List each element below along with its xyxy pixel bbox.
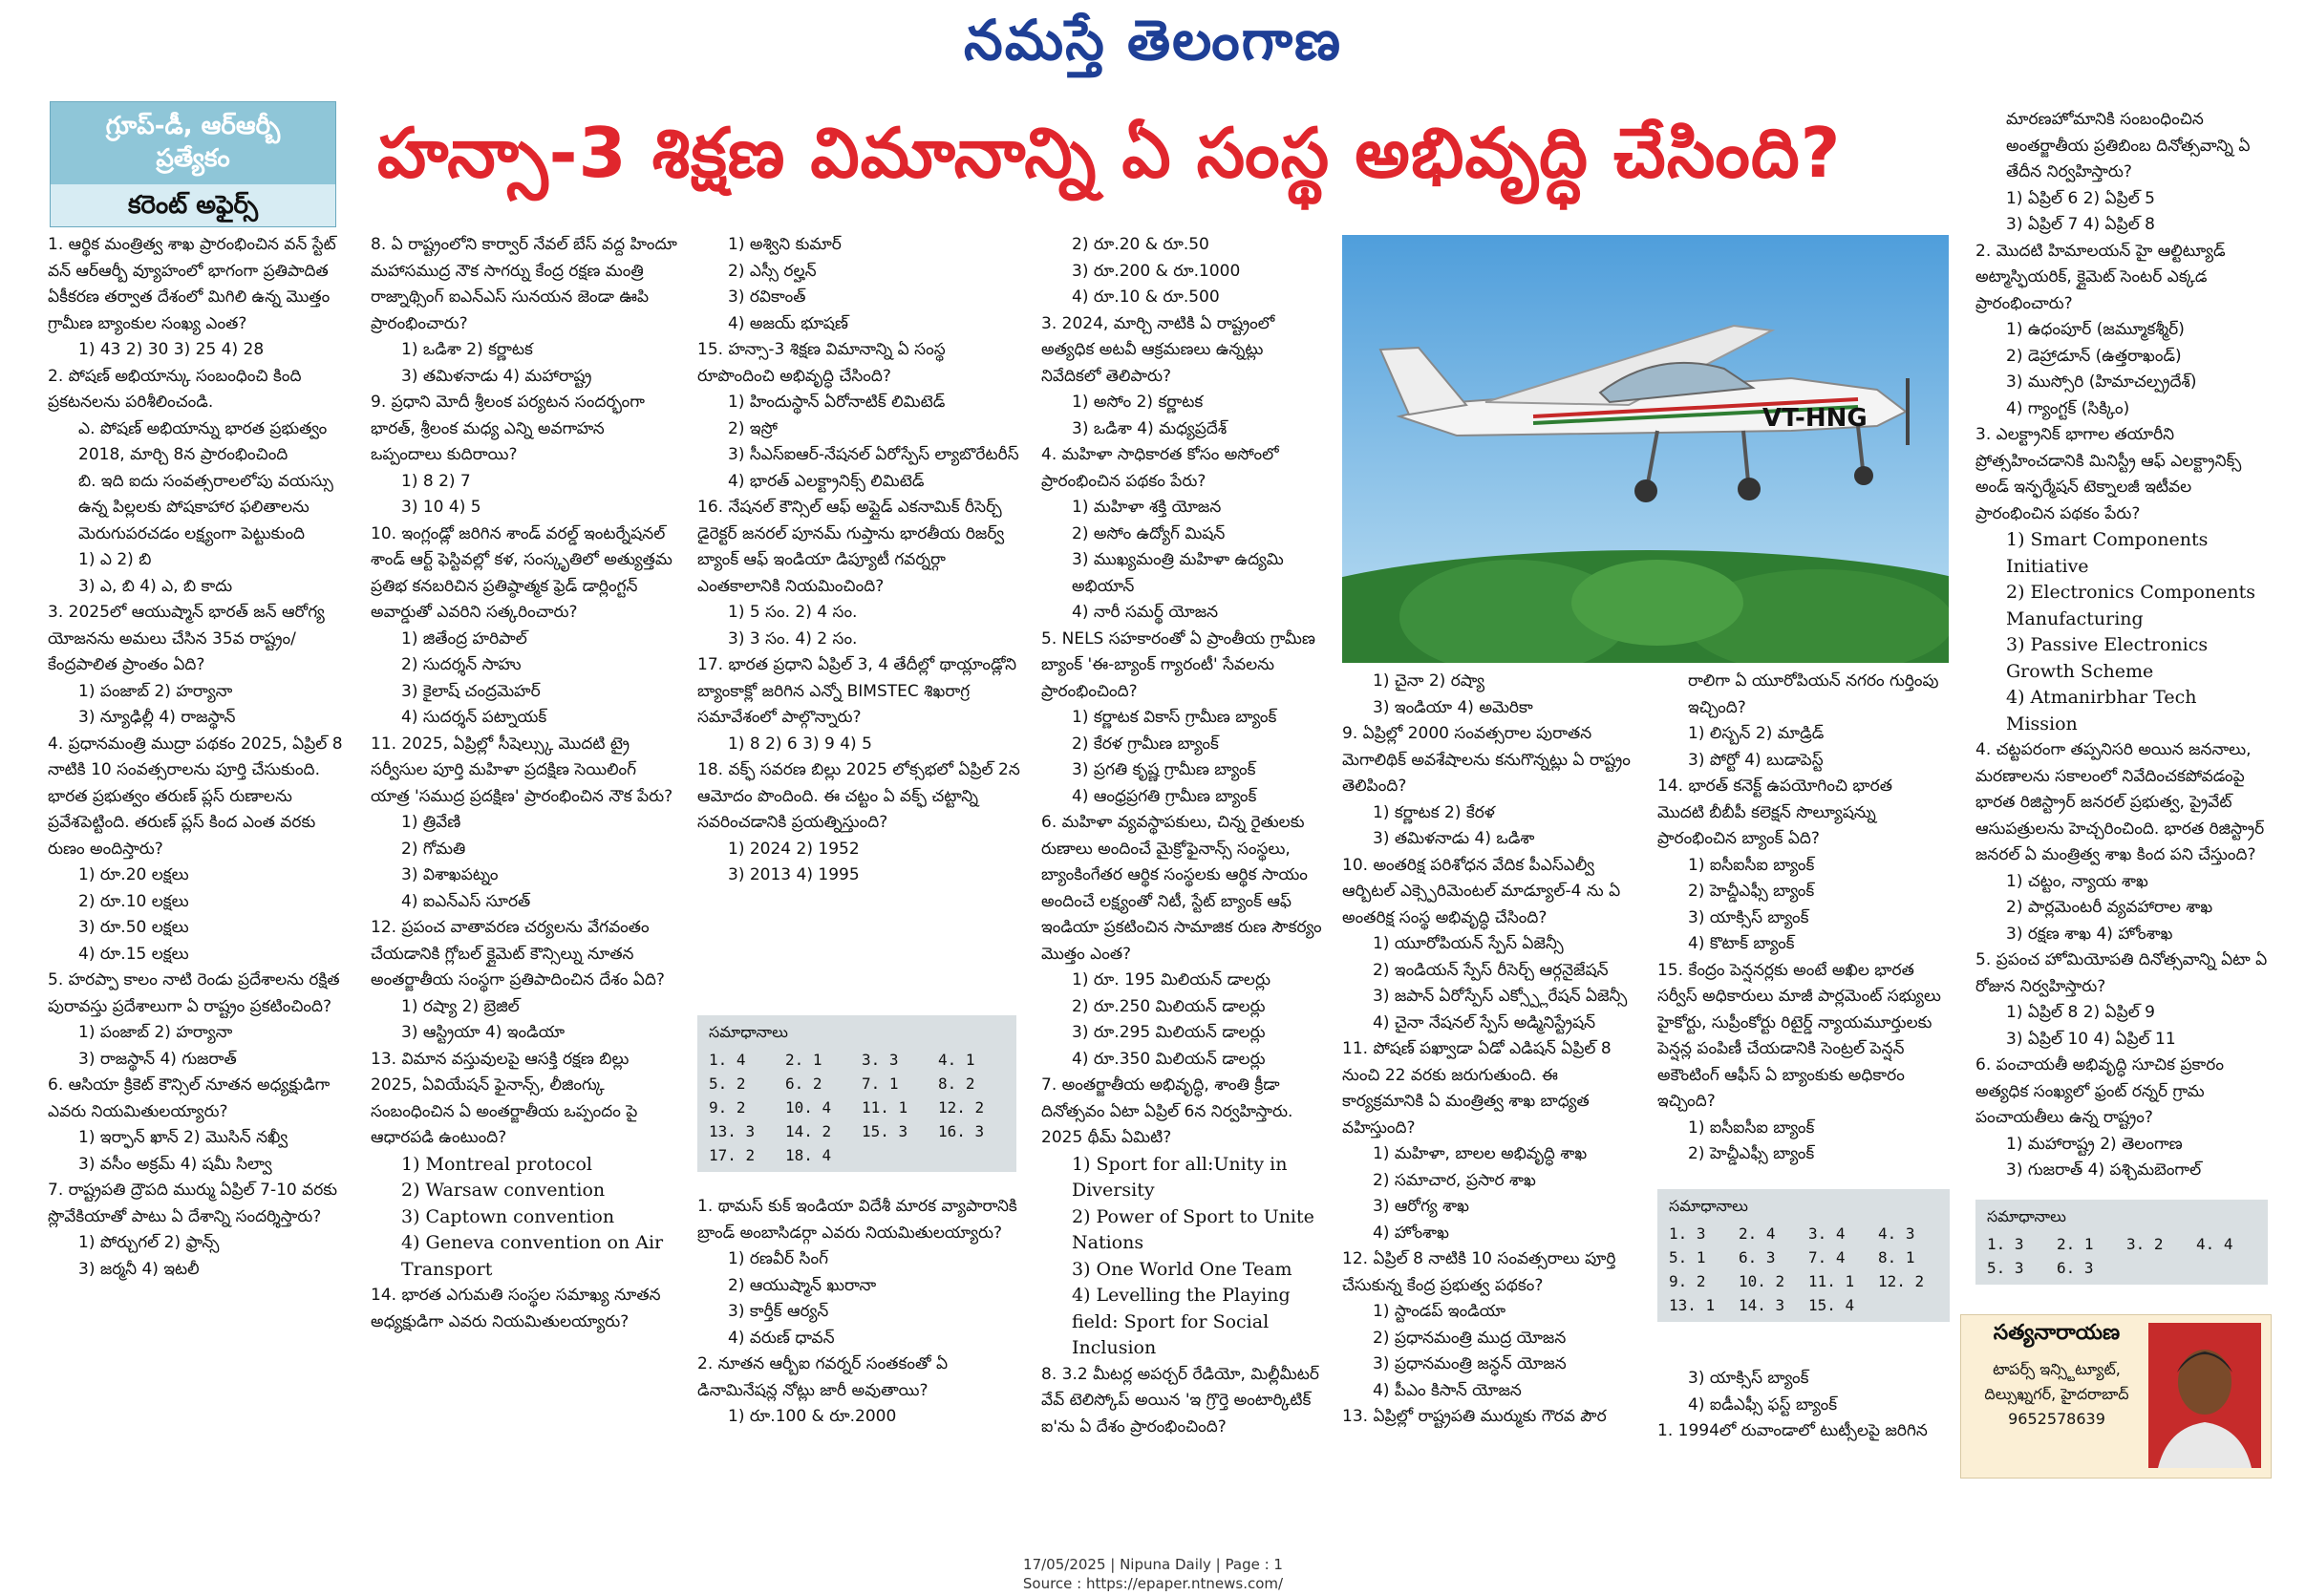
question-option: 3) ఏప్రిల్ 10 4) ఏప్రిల్ 11 <box>2006 1029 2176 1049</box>
question-block <box>1975 737 2272 947</box>
question-option: 3) రక్షణ శాఖ 4) హోంశాఖ <box>2006 924 2173 944</box>
question-text: 1. 1994లో రువాండాలో టుట్సీలపై జరిగిన <box>1657 1421 1928 1440</box>
question-option: 1) చట్టం, న్యాయ శాఖ <box>2006 871 2148 891</box>
question-block <box>48 732 344 968</box>
answer-item: 13. 1 <box>1669 1296 1716 1314</box>
answer-item: 11. 1 <box>1808 1272 1855 1290</box>
question-text: 5. ప్రపంచ హోమియోపతి దినోత్సవాన్ని ఏటా ఏ రోజున నిర్వహిస్తారు? <box>1975 950 2268 996</box>
question-text: 13. విమాన వస్తువులపై ఆసక్తి రక్షణ బిల్లు 2025, ఏవియేషన్ ఫైనాన్స్, లీజింగ్కు సంబంధించిన ఏ అంతర్జాతీయ ఒప్పందం పై ఆధారపడి ఉంటుంది? <box>371 1049 638 1147</box>
answer-item: 6. 3 <box>2057 1259 2094 1277</box>
question-option: 1) పంజాబ్ 2) హర్యానా <box>78 681 233 701</box>
question-text: 7. రాష్ట్రపతి ద్రౌపది ముర్ము ఏప్రిల్ 7-10 వరకు స్లొవేకియాతో పాటు ఏ దేశాన్ని సందర్శిస్తారు? <box>48 1181 338 1226</box>
answers-box-3 <box>1975 1200 2268 1285</box>
question-text: 6. ఆసియా క్రికెట్ కౌన్సిల్ నూతన అధ్యక్షుడిగా ఎవరు నియమితులయ్యారు? <box>48 1075 331 1121</box>
question-option: 2) డెహ్రాడూన్ (ఉత్తరాఖండ్) <box>2006 346 2182 366</box>
question-block <box>1342 1036 1638 1246</box>
question-option: 1) రూ.20 లక్షలు <box>78 865 189 884</box>
question-option: 1) లిస్బన్ 2) మాడ్రిడ్ <box>1688 724 1825 743</box>
question-text: 14. భారత ఎగుమతి సంస్థల సమాఖ్య నూతన అధ్యక్షుడిగా ఎవరు నియమితులయ్యారు? <box>371 1286 661 1331</box>
question-text: 12. ప్రపంచ వాతావరణ చర్యలను వేగవంతం చేయడానికి గ్లోబల్ క్లైమెట్ కౌన్సిల్ను నూతన అంతర్జాతీయ సంస్థగా ప్రతిపాదించిన దేశం ఏది? <box>371 918 665 990</box>
question-option: 4) అజయ్ భూషణ్ <box>728 313 848 333</box>
question-option: 2) సుదర్శన్ సాహు <box>401 655 522 674</box>
question-block <box>1342 1246 1638 1404</box>
question-option: 1) రూ.100 & రూ.2000 <box>728 1407 897 1426</box>
question-option: 4) వరుణ్ ధావన్ <box>728 1328 835 1348</box>
answer-item: 5. 2 <box>709 1075 746 1093</box>
question-option: 2) అసోం ఉద్యోగ్ మిషన్ <box>1072 523 1226 543</box>
footer-line1: 17/05/2025 | Nipuna Daily | Page : 1 <box>1023 1556 1283 1573</box>
question-text: 11. పోషణ్ పఖ్వాడా ఏడో ఎడిషన్ ఏప్రిల్ 8 నుంచి 22 వరకు జరుగుతుంది. ఈ కార్యక్రమానికి ఏ మంత్రిత్వ శాఖ బాధ్యత వహిస్తుంది? <box>1342 1039 1612 1138</box>
question-block <box>48 1073 344 1178</box>
answer-item: 18. 4 <box>785 1146 832 1164</box>
question-option: 4) Atmanirbhar Tech Mission <box>2006 687 2197 734</box>
question-block <box>48 1178 344 1283</box>
author-box <box>1960 1314 2272 1479</box>
tag-line1: గ్రూప్-డీ, ఆర్ఆర్బీ <box>105 112 281 140</box>
question-text: 5. హరప్పా కాలం నాటి రెండు ప్రదేశాలను రక్షిత పురావస్తు ప్రదేశాలుగా ఏ రాష్ట్రం ప్రకటించింది? <box>48 970 340 1016</box>
question-text: 9. ప్రధాని మోదీ శ్రీలంక పర్యటన సందర్భంగా భారత్, శ్రీలంక మధ్య ఎన్ని అవగాహన ఒప్పందాలు కుదిరాయి? <box>371 393 645 464</box>
question-option: 2) ప్రధానమంత్రి ముద్ర యోజన <box>1373 1328 1567 1348</box>
question-block <box>48 364 344 601</box>
question-option: 1) ఏప్రిల్ 8 2) ఏప్రిల్ 9 <box>2006 1003 2156 1022</box>
question-option: 4) భారత్ ఎలక్ట్రానిక్స్ లిమిటెడ్ <box>728 471 925 491</box>
question-block <box>371 1047 678 1284</box>
question-option: 3) Passive Electronics Growth Scheme <box>2006 634 2209 682</box>
question-text: 2. పోషణ్ అభియాన్కు సంబంధించి కింది ప్రకటనలను పరిశీలించండి. <box>48 366 302 412</box>
question-text: 16. నేషనల్ కౌన్సిల్ ఆఫ్ అప్లైడ్ ఎకనామిక్ రీసెర్చ్ డైరెక్టర్ జనరల్ పూనమ్ గుప్తాను భారతీయ రిజర్వ్ బ్యాంక్ ఆఫ్ ఇండియా డిప్యూటీ గవర్నర్గా ఎంతకాలానికి నియమించింది? <box>697 498 1005 596</box>
question-block <box>697 232 1022 337</box>
question-option: 3) జపాన్ ఏరోస్పేస్ ఎక్స్ప్లోరేషన్ ఏజెన్సీ <box>1373 987 1628 1006</box>
question-option: 3) జర్మనీ 4) ఇటలీ <box>78 1259 200 1279</box>
question-block <box>1975 239 2272 423</box>
question-option: 1) పోర్చుగల్ 2) ఫ్రాన్స్ <box>78 1233 220 1252</box>
question-option: 1) పంజాబ్ 2) హర్యానా <box>78 1023 233 1042</box>
question-option: ఎ. పోషణ్ అభియాన్ను భారత ప్రభుత్వం 2018, మార్చి 8న ప్రారంభించింది <box>78 418 328 464</box>
answers-box-2 <box>1657 1189 1950 1322</box>
answer-item: 16. 3 <box>938 1122 985 1140</box>
answer-item: 14. 2 <box>785 1122 832 1140</box>
answer-item: 5. 3 <box>1987 1259 2024 1277</box>
answer-item: 13. 3 <box>709 1122 756 1140</box>
question-option: 4) Geneva convention on Air Transport <box>401 1232 664 1280</box>
question-option: 3) పోర్టో 4) బుడాపెస్ట్ <box>1688 750 1824 770</box>
question-option: 1) Sport for all:Unity in Diversity <box>1072 1153 1288 1201</box>
question-option: 2) Electronics Components Manufacturing <box>2006 582 2255 629</box>
question-text: 6. మహిళా వ్యవస్థాపకులు, చిన్న రైతులకు రుణాలు అందించే మైక్రోఫైనాన్స్ సంస్థలు, బ్యాంకింగేతర ఆర్థిక సంస్థలకు ఆర్థిక సాయం అందించే లక్ష్యంతో నిటీ, స్టేట్ బ్యాంక్ ఆఫ్ ఇండియా ప్రకటించిన సామాజిక రుణ సౌకర్యం మొత్తం ఎంత? <box>1041 813 1322 964</box>
question-text: 9. ఏప్రిల్లో 2000 సంవత్సరాల పురాతన మెగాలిథిక్ అవశేషాలను కనుగొన్నట్లు ఏ రాష్ట్రం తెలిపింది? <box>1342 724 1631 796</box>
question-block <box>371 390 678 521</box>
question-option: 1) 43 2) 30 3) 25 4) 28 <box>78 340 265 359</box>
column-5 <box>1342 669 1638 1431</box>
aircraft-registration: VT-HNG <box>1762 404 1868 433</box>
question-option: 1) ఒడిశా 2) కర్ణాటక <box>401 340 533 359</box>
column-6 <box>1657 669 1944 1168</box>
question-option: 4) ఆంధ్రప్రగతి గ్రామీణ బ్యాంక్ <box>1072 786 1257 806</box>
question-option: 3) విశాఖపట్నం <box>401 865 499 884</box>
question-text: 3. ఎలక్ట్రానిక్ భాగాల తయారీని ప్రోత్సహించడానికి మినిస్ట్రీ ఆఫ్ ఎలక్ట్రానిక్స్ అండ్ ఇన్ఫర్మేషన్ టెక్నాలజీ ఇటీవల ప్రారంభించిన పథకం పేరు? <box>1975 425 2242 523</box>
question-text: 18. వక్ఫ్ సవరణ బిల్లు 2025 లోక్సభలో ఏప్రిల్ 2న ఆమోదం పొందింది. ఈ చట్టం ఏ వక్ఫ్ చట్టాన్ని సవరించడానికి ప్రయత్నిస్తుంది? <box>697 760 1020 832</box>
question-option: 3) కార్తీక్ ఆర్యన్ <box>728 1302 829 1321</box>
author-phone: 9652578639 <box>2008 1410 2105 1428</box>
question-option: 2) సమాచార, ప్రసార శాఖ <box>1373 1170 1536 1190</box>
question-option: 1) మహిళా, బాలల అభివృద్ధి శాఖ <box>1373 1144 1588 1163</box>
aircraft-illustration <box>1342 235 1949 663</box>
question-option: 1) ఇర్ఫాన్ ఖాన్ 2) మొసిన్ నఖ్వీ <box>78 1128 288 1147</box>
question-option: 1) రణవీర్ సింగ్ <box>728 1249 829 1268</box>
question-option: 4) రూ.15 లక్షలు <box>78 944 189 964</box>
question-block <box>1975 107 2272 239</box>
aircraft-photo <box>1342 235 1949 663</box>
question-block <box>371 232 678 390</box>
answer-item: 10. 4 <box>785 1098 832 1117</box>
question-block <box>1342 1404 1638 1431</box>
tag-line2: ప్రత్యేకం <box>156 144 230 173</box>
question-option: 3) ప్రధానమంత్రి జన్ధన్ యోజన <box>1373 1354 1567 1373</box>
question-option: 3) రూ.295 మిలియన్ డాలర్లు <box>1072 1023 1266 1042</box>
question-text: 11. 2025, ఏప్రిల్లో సీషెల్స్కు మొదటి ట్రై సర్వీసుల పూర్తి మహిళా ప్రదక్షిణ సెయిలింగ్ యాత్ర 'సముద్ర ప్రదక్షిణ' ప్రారంభించిన నౌక పేరు? <box>371 734 673 806</box>
question-option: 4) పీఎం కిసాన్ యోజన <box>1373 1380 1522 1400</box>
question-text: 3. 2024, మార్చి నాటికి ఏ రాష్ట్రంలో అత్యధిక అటవీ ఆక్రమణలు ఉన్నట్లు నివేదికలో తెలిపారు? <box>1041 313 1275 386</box>
question-option: 1) ఉధంపూర్ (జమ్మూకశ్మీర్) <box>2006 320 2185 339</box>
question-option: 1) ఏప్రిల్ 6 2) ఏప్రిల్ 5 <box>2006 188 2156 208</box>
question-block <box>1975 1053 2272 1184</box>
question-block <box>48 600 344 732</box>
question-block <box>697 1351 1022 1431</box>
column-2 <box>371 232 678 1335</box>
column-3 <box>697 232 1022 889</box>
question-text: 4. మహిళా సాధికారత కోసం అసోంలో ప్రారంభించిన పథకం పేరు? <box>1041 445 1279 491</box>
question-option: 2) ఇస్రో <box>728 418 778 438</box>
question-option: 4) హోంశాఖ <box>1373 1223 1449 1243</box>
question-block <box>1342 669 1638 721</box>
question-option: 1) 2024 2) 1952 <box>728 839 860 859</box>
question-option: 1) ఐసీఐసీఐ బ్యాంక్ <box>1688 1117 1815 1138</box>
question-option: 1) చైనా 2) రష్యా <box>1373 671 1485 691</box>
answer-item: 14. 3 <box>1739 1296 1785 1314</box>
question-text: 10. ఇంగ్లండ్లో జరిగిన శాండ్ వరల్డ్ ఇంటర్నేషనల్ శాండ్ ఆర్ట్ ఫెస్టివల్లో కళ, సంస్కృతిలో అత్యుత్తమ ప్రతిభ కనబరిచిన ప్రతిష్ఠాత్మక ఫ్రెడ్ డార్లింగ్టన్ అవార్డుతో ఎవరిని సత్కరించారు? <box>371 523 673 622</box>
column-7 <box>1975 107 2272 1184</box>
question-option: 3) 10 4) 5 <box>401 498 481 517</box>
question-option: 1) జితేంద్ర హరిపాల్ <box>401 628 527 649</box>
question-text: 1. థామస్ కుక్ ఇండియా విదేశీ మారక వ్యాపారానికి బ్రాండ్ అంబాసిడర్గా ఎవరు నియమితులయ్యారు? <box>697 1197 1017 1243</box>
question-option: 1) అశ్విని కుమార్ <box>728 235 842 254</box>
answer-item: 5. 1 <box>1669 1248 1706 1266</box>
question-option: 3) ప్రగతి కృష్ణ గ్రామీణ బ్యాంక్ <box>1072 760 1256 779</box>
question-block <box>1657 958 1944 1168</box>
question-text: 2. మొదటి హిమాలయన్ హై ఆల్టిట్యూడ్ అట్మాస్ఫియరిక్, క్లైమెట్ సెంటర్ ఎక్కడ ప్రారంభించారు? <box>1975 241 2226 313</box>
answer-item: 6. 2 <box>785 1075 822 1093</box>
question-option: 4) ఐఎన్ఎస్ సూరత్ <box>401 891 531 911</box>
question-text: 8. 3.2 మీటర్ల అపర్చర్ రేడియో, మిల్లీమీటర్ వేవ్ టెలిస్కోప్ అయిన 'ఇ గ్రొర్తె అంటార్కిటిక్ ఐ'ను ఏ దేశం ప్రారంభించింది? <box>1041 1364 1319 1436</box>
question-option: 3) One World One Team <box>1072 1258 1292 1280</box>
tag-line3: కరెంట్ అఫైర్స్ <box>51 184 335 226</box>
question-block <box>697 1194 1022 1351</box>
question-option: 3) 3 సం. 4) 2 సం. <box>728 628 858 649</box>
question-option: 1) త్రివేణి <box>401 813 461 832</box>
question-block <box>1041 1073 1328 1362</box>
question-option: 3) రూ.50 లక్షలు <box>78 918 189 937</box>
question-text: 15. హన్సా-3 శిక్షణ విమానాన్ని ఏ సంస్థ రూపొందించి అభివృద్ధి చేసింది? <box>697 340 946 386</box>
question-option: 3) ఒడిశా 4) మధ్యప్రదేశ్ <box>1072 418 1228 438</box>
column-1 <box>48 232 344 1283</box>
question-option: 3) తమిళనాడు 4) ఒడిశా <box>1373 829 1535 848</box>
answer-item: 15. 3 <box>862 1122 908 1140</box>
question-option: 1) యూరోపియన్ స్పేస్ ఏజెన్సీ <box>1373 934 1564 953</box>
question-block <box>48 232 344 364</box>
question-option: 3) ఇండియా 4) అమెరికా <box>1373 697 1533 717</box>
question-option: 3) Captown convention <box>401 1205 615 1227</box>
question-option: 2) హెచ్డీఎఫ్సీ బ్యాంక్ <box>1688 882 1815 901</box>
masthead: నమస్తే తెలంగాణ <box>964 8 1342 73</box>
question-option: 3) సీఎస్ఐఆర్-నేషనల్ ఏరోస్పేస్ ల్యాబొరేటరీస్ <box>728 445 1019 464</box>
answer-item: 15. 4 <box>1808 1296 1855 1314</box>
question-option: 3) ఆరోగ్య శాఖ <box>1373 1197 1469 1216</box>
question-option: 3) వసీం అక్రమ్ 4) షమీ సిల్వా <box>78 1154 272 1174</box>
question-option: రాలిగా ఏ యూరోపియన్ నగరం గుర్తింపు ఇచ్చింది? <box>1688 671 1939 717</box>
question-option: 3) కైలాష్ చంద్రమెహర్ <box>401 681 541 701</box>
question-option: 4) నారీ సమర్థ్ యోజన <box>1072 603 1219 622</box>
answer-item: 1. 3 <box>1669 1224 1706 1243</box>
answer-item: 11. 1 <box>862 1098 908 1117</box>
question-option: 1) హిందుస్థాన్ ఏరోనాటిక్ లిమిటెడ్ <box>728 393 946 412</box>
question-option: 1) Smart Components Initiative <box>2006 529 2209 577</box>
question-option: 2) గోమతి <box>401 839 466 859</box>
answer-item: 2. 1 <box>2057 1235 2094 1253</box>
answer-item: 4. 4 <box>2196 1235 2233 1253</box>
answers-heading: సమాధానాలు <box>1669 1197 1748 1215</box>
question-option: 1) ఐసీఐసీఐ బ్యాంక్ <box>1688 855 1815 875</box>
question-option: 2) రూ.20 & రూ.50 <box>1072 235 1209 254</box>
question-text: 2. నూతన ఆర్బీఐ గవర్నర్ సంతకంతో ఏ డినామినేషన్ల నోట్లు జారీ అవుతాయి? <box>697 1354 949 1400</box>
question-option: 3) తమిళనాడు 4) మహారాష్ట్ర <box>401 366 592 386</box>
question-block <box>371 1283 678 1335</box>
question-option: 2) Warsaw convention <box>401 1180 606 1201</box>
answer-item: 3. 2 <box>2126 1235 2164 1253</box>
question-option: 3) రవికాంత్ <box>728 287 806 307</box>
question-block <box>1041 810 1328 1073</box>
question-option: 2) ఇండియన్ స్పేస్ రీసెర్చ్ ఆర్గనైజేషన్ <box>1373 960 1609 980</box>
question-option: 1) 8 2) 6 3) 9 4) 5 <box>728 734 872 754</box>
column-4 <box>1041 232 1328 1440</box>
answer-item: 8. 2 <box>938 1075 975 1093</box>
question-option: 4) Levelling the Playing field: Sport for Social Inclusion <box>1072 1285 1291 1358</box>
question-option: 1) కర్ణాటక 2) కేరళ <box>1373 802 1495 822</box>
question-option: 3) 2013 4) 1995 <box>728 865 860 884</box>
question-option: 4) ఐడీఎఫ్సీ ఫస్ట్ బ్యాంక్ <box>1688 1394 1838 1415</box>
section-tag <box>50 101 336 227</box>
question-text: 4. చట్టపరంగా తప్పనిసరి అయిన జననాలు, మరణాలను సకాలంలో నివేదించకపోవడంపై భారత రిజిస్ట్రార్ జనరల్ ప్రభుత్వ, ప్రైవేట్ ఆసుపత్రులను హెచ్చరించింది. భారత రిజిస్ట్రార్ జనరల్ ఏ మంత్రిత్వ శాఖ కింద పని చేస్తుంది? <box>1975 740 2265 864</box>
question-block <box>1342 721 1638 853</box>
question-block <box>1657 1418 1944 1445</box>
question-option: 1) రష్యా 2) బ్రెజిల్ <box>401 996 520 1016</box>
question-option: 3) ముఖ్యమంత్రి మహిళా ఉద్యమి అభియాన్ <box>1072 550 1284 596</box>
answer-item: 3. 4 <box>1808 1224 1846 1243</box>
answer-item: 3. 3 <box>862 1051 899 1069</box>
question-option: 4) రూ.350 మిలియన్ డాలర్లు <box>1072 1049 1266 1069</box>
answer-item: 6. 3 <box>1739 1248 1776 1266</box>
question-option: 2) రూ.10 లక్షలు <box>78 891 189 911</box>
answer-item: 1. 4 <box>709 1051 746 1069</box>
question-option: 2) కేరళ గ్రామీణ బ్యాంక్ <box>1072 734 1219 754</box>
question-option: 2) పార్లమెంటరీ వ్యవహారాల శాఖ <box>2006 898 2213 917</box>
question-option: 3) న్యూఢిల్లీ 4) రాజస్థాన్ <box>78 708 236 727</box>
column-6-lower <box>1657 1366 1944 1445</box>
question-option: 3) రూ.200 & రూ.1000 <box>1072 261 1241 281</box>
question-option: 1) 8 2) 7 <box>401 471 471 491</box>
author-photo <box>2148 1323 2261 1468</box>
answer-item: 8. 1 <box>1878 1248 1915 1266</box>
question-text: 15. కేంద్రం పెన్షనర్లకు అంటే అఖిల భారత సర్వీస్ అధికారులు మాజీ పార్లమెంట్ సభ్యులు హైకోర్టు, సుప్రీంకోర్టు రిటైర్డ్ న్యాయమూర్తులకు పెన్షన్ల పంపిణీ చేయడానికి సెంట్రల్ పెన్షన్ అకౌంటింగ్ ఆఫీస్ ఏ బ్యాంకుకు అధికారం ఇచ్చింది? <box>1657 960 1941 1111</box>
question-option: 3) ఎ, బి 4) ఎ, బి కాదు <box>78 576 233 596</box>
question-option: 2) ఆయుష్మాన్ ఖురానా <box>728 1275 877 1295</box>
question-option: 1) మహిళా శక్తి యోజన <box>1072 498 1222 517</box>
column-3-lower <box>697 1194 1022 1431</box>
question-block <box>1041 232 1328 311</box>
question-block <box>1975 947 2272 1053</box>
question-option: 4) గ్యాంగ్టక్ (సిక్కిం) <box>2006 398 2130 418</box>
question-option: 1) రూ. 195 మిలియన్ డాలర్లు <box>1072 970 1270 990</box>
question-block <box>1041 311 1328 443</box>
question-text: 7. అంతర్జాతీయ అభివృద్ధి, శాంతి క్రీడా దినోత్సవం ఏటా ఏప్రిల్ 6న నిర్వహిస్తారు. 2025 థీమ్ ఏమిటి? <box>1041 1075 1293 1147</box>
question-option: 1) కర్ణాటక వికాస్ గ్రామీణ బ్యాంక్ <box>1072 708 1277 727</box>
question-block <box>1041 1362 1328 1441</box>
question-text: 5. NELS సహకారంతో ఏ ప్రాంతీయ గ్రామీణ బ్యాంక్ 'ఈ-బ్యాంక్ గ్యారంటీ' సేవలను ప్రారంభించింది? <box>1041 628 1315 701</box>
question-option: 2) రూ.250 మిలియన్ డాలర్లు <box>1072 996 1266 1016</box>
question-block <box>697 757 1022 889</box>
answer-item: 12. 2 <box>1878 1272 1925 1290</box>
question-option: 1) అసోం 2) కర్ణాటక <box>1072 393 1204 412</box>
author-line1: టాపర్స్ ఇన్స్టిట్యూట్, <box>1993 1360 2121 1378</box>
question-text: 17. భారత ప్రధాని ఏప్రిల్ 3, 4 తేదీల్లో థాయ్లాండ్లోని బ్యాంకాక్లో జరిగిన ఎన్నో BIMSTEC శిఖరాగ్ర సమావేశంలో పాల్గొన్నారు? <box>697 655 1017 727</box>
question-option: 3) యాక్సిస్ బ్యాంక్ <box>1688 1369 1809 1388</box>
question-option: 3) రాజస్థాన్ 4) గుజరాత్ <box>78 1049 237 1069</box>
question-block <box>1041 627 1328 811</box>
question-text: 14. భారత్ కనెక్ట్ ఉపయోగించి భారత మొదటి బీబీపీ కలెక్షన్ సొల్యూషన్ను ప్రారంభించిన బ్యాంక్ ఏది? <box>1657 777 1892 848</box>
question-option: మారణహోమానికి సంబంధించిన అంతర్జాతీయ ప్రతిబింబ దినోత్సవాన్ని ఏ తేదీన నిర్వహిస్తారు? <box>2006 110 2251 181</box>
question-block <box>697 652 1022 757</box>
answer-item: 9. 2 <box>709 1098 746 1117</box>
question-option: 2) హెచ్డీఎఫ్సీ బ్యాంక్ <box>1688 1144 1815 1163</box>
answer-item: 2. 1 <box>785 1051 822 1069</box>
question-text: 12. ఏప్రిల్ 8 నాటికి 10 సంవత్సరాలు పూర్తి చేసుకున్న కేంద్ర ప్రభుత్వ పథకం? <box>1342 1249 1616 1295</box>
answers-heading: సమాధానాలు <box>709 1023 788 1041</box>
question-option: 4) చైనా నేషనల్ స్పేస్ అడ్మినిస్ట్రేషన్ <box>1373 1012 1596 1032</box>
question-option: 1) మహారాష్ట్ర 2) తెలంగాణ <box>2006 1134 2183 1154</box>
question-block <box>697 337 1022 495</box>
question-block <box>48 968 344 1073</box>
answer-item: 7. 4 <box>1808 1248 1846 1266</box>
answer-item: 1. 3 <box>1987 1235 2024 1253</box>
answers-heading: సమాధానాలు <box>1987 1207 2066 1225</box>
question-text: 4. ప్రధానమంత్రి ముద్రా పథకం 2025, ఏప్రిల్ 8 నాటికి 10 సంవత్సరాలను పూర్తి చేసుకుంది. భారత ప్రభుత్వం తరుణ్ ప్లస్ రుణాలను ప్రవేశపెట్టింది. తరుణ్ ప్లస్ కింద ఎంత వరకు రుణం అందిస్తారు? <box>48 734 343 859</box>
question-block <box>1657 774 1944 958</box>
question-option: 1) 5 సం. 2) 4 సం. <box>728 603 858 622</box>
question-text: 13. ఏప్రిల్లో రాష్ట్రపతి ముర్ముకు గౌరవ పౌర <box>1342 1407 1607 1426</box>
question-text: 1. ఆర్థిక మంత్రిత్వ శాఖ ప్రారంభించిన వన్ స్టేట్ వన్ ఆర్ఆర్బీ వ్యూహంలో భాగంగా ప్రతిపాదిత ఏకీకరణ తర్వాత దేశంలో మిగిలి ఉన్న మొత్తం గ్రామీణ బ్యాంకుల సంఖ్య ఎంత? <box>48 235 336 333</box>
question-block <box>697 495 1022 652</box>
question-option: 1) Montreal protocol <box>401 1153 592 1175</box>
question-option: 1) స్టాండప్ ఇండియా <box>1373 1302 1506 1321</box>
question-block <box>1041 442 1328 627</box>
footer <box>0 1555 2306 1593</box>
author-name: సత్యనారాయణ <box>1993 1321 2121 1345</box>
answer-item: 17. 2 <box>709 1146 756 1164</box>
answer-item: 7. 1 <box>862 1075 899 1093</box>
question-text: 10. అంతరిక్ష పరిశోధన వేదిక పీఎస్ఎల్వీ ఆర్బిటల్ ఎక్స్పెరిమెంటల్ మాడ్యూల్-4 ను ఏ అంతరిక్ష సంస్థ అభివృద్ధి చేసింది? <box>1342 855 1621 927</box>
author-line2: దిల్సుఖ్నగర్, హైదరాబాద్ <box>1984 1385 2129 1403</box>
question-text: 8. ఏ రాష్ట్రంలోని కార్వార్ నేవల్ బేస్ వద్ద హిందూ మహాసముద్ర నౌక సాగర్ను కేంద్ర రక్షణ మంత్రి రాజ్నాథ్సింగ్ ఐఎన్ఎస్ సునయన జెండా ఊపి ప్రారంభించారు? <box>371 235 677 333</box>
question-option: 3) యాక్సిస్ బ్యాంక్ <box>1688 907 1809 927</box>
answers-box-1 <box>697 1015 1016 1172</box>
question-option: 4) రూ.10 & రూ.500 <box>1072 287 1220 307</box>
answer-item: 2. 4 <box>1739 1224 1776 1243</box>
headline: హన్సా-3 శిక్షణ విమానాన్ని ఏ సంస్థ అభివృద్ధి చేసింది? <box>377 113 1842 193</box>
question-text: 6. పంచాయతీ అభివృద్ధి సూచిక ప్రకారం అత్యధిక సంఖ్యలో ఫ్రంట్ రన్నర్ గ్రామ పంచాయతీలు ఉన్న రాష్ట్రం? <box>1975 1055 2224 1127</box>
question-text: 3. 2025లో ఆయుష్మాన్ భారత్ జన్ ఆరోగ్య యోజనను అమలు చేసిన 35వ రాష్ట్రం/ కేంద్రపాలిత ప్రాంతం ఏది? <box>48 603 325 674</box>
question-option: 3) ఆస్ట్రియా 4) ఇండియా <box>401 1023 566 1042</box>
question-option: 3) గుజరాత్ 4) పశ్చిమబెంగాల్ <box>2006 1160 2202 1180</box>
question-option: 4) సుదర్శన్ పట్నాయక్ <box>401 708 547 727</box>
question-block <box>1657 669 1944 774</box>
answer-item: 4. 1 <box>938 1051 975 1069</box>
question-block <box>371 732 678 916</box>
answer-item: 9. 2 <box>1669 1272 1706 1290</box>
answer-item: 10. 2 <box>1739 1272 1785 1290</box>
question-option: 3) ఏప్రిల్ 7 4) ఏప్రిల్ 8 <box>2006 215 2156 234</box>
author-address <box>1971 1357 2143 1432</box>
answer-item: 4. 3 <box>1878 1224 1915 1243</box>
question-block <box>371 915 678 1047</box>
question-option: 4) కొటాక్ బ్యాంక్ <box>1688 934 1795 953</box>
question-block <box>1342 853 1638 1037</box>
question-block <box>1975 422 2272 737</box>
answer-item: 12. 2 <box>938 1098 985 1117</box>
question-option: బి. ఇది ఐదు సంవత్సరాలలోపు వయస్సు ఉన్న పిల్లలకు పోషకాహార ఫలితాలను మెరుగుపరచడం లక్ష్యంగా పెట్టుకుంది <box>78 471 333 543</box>
question-block <box>371 521 678 732</box>
question-option: 1) ఎ 2) బి <box>78 550 152 569</box>
question-option: 3) ముస్సోరి (హిమాచల్ప్రదేశ్) <box>2006 372 2197 392</box>
question-block <box>1657 1366 1944 1418</box>
footer-source: Source : https://epaper.ntnews.com/ <box>1022 1575 1284 1592</box>
question-option: 2) Power of Sport to Unite Nations <box>1072 1205 1314 1253</box>
question-option: 2) ఎస్సీ రల్హన్ <box>728 261 817 281</box>
